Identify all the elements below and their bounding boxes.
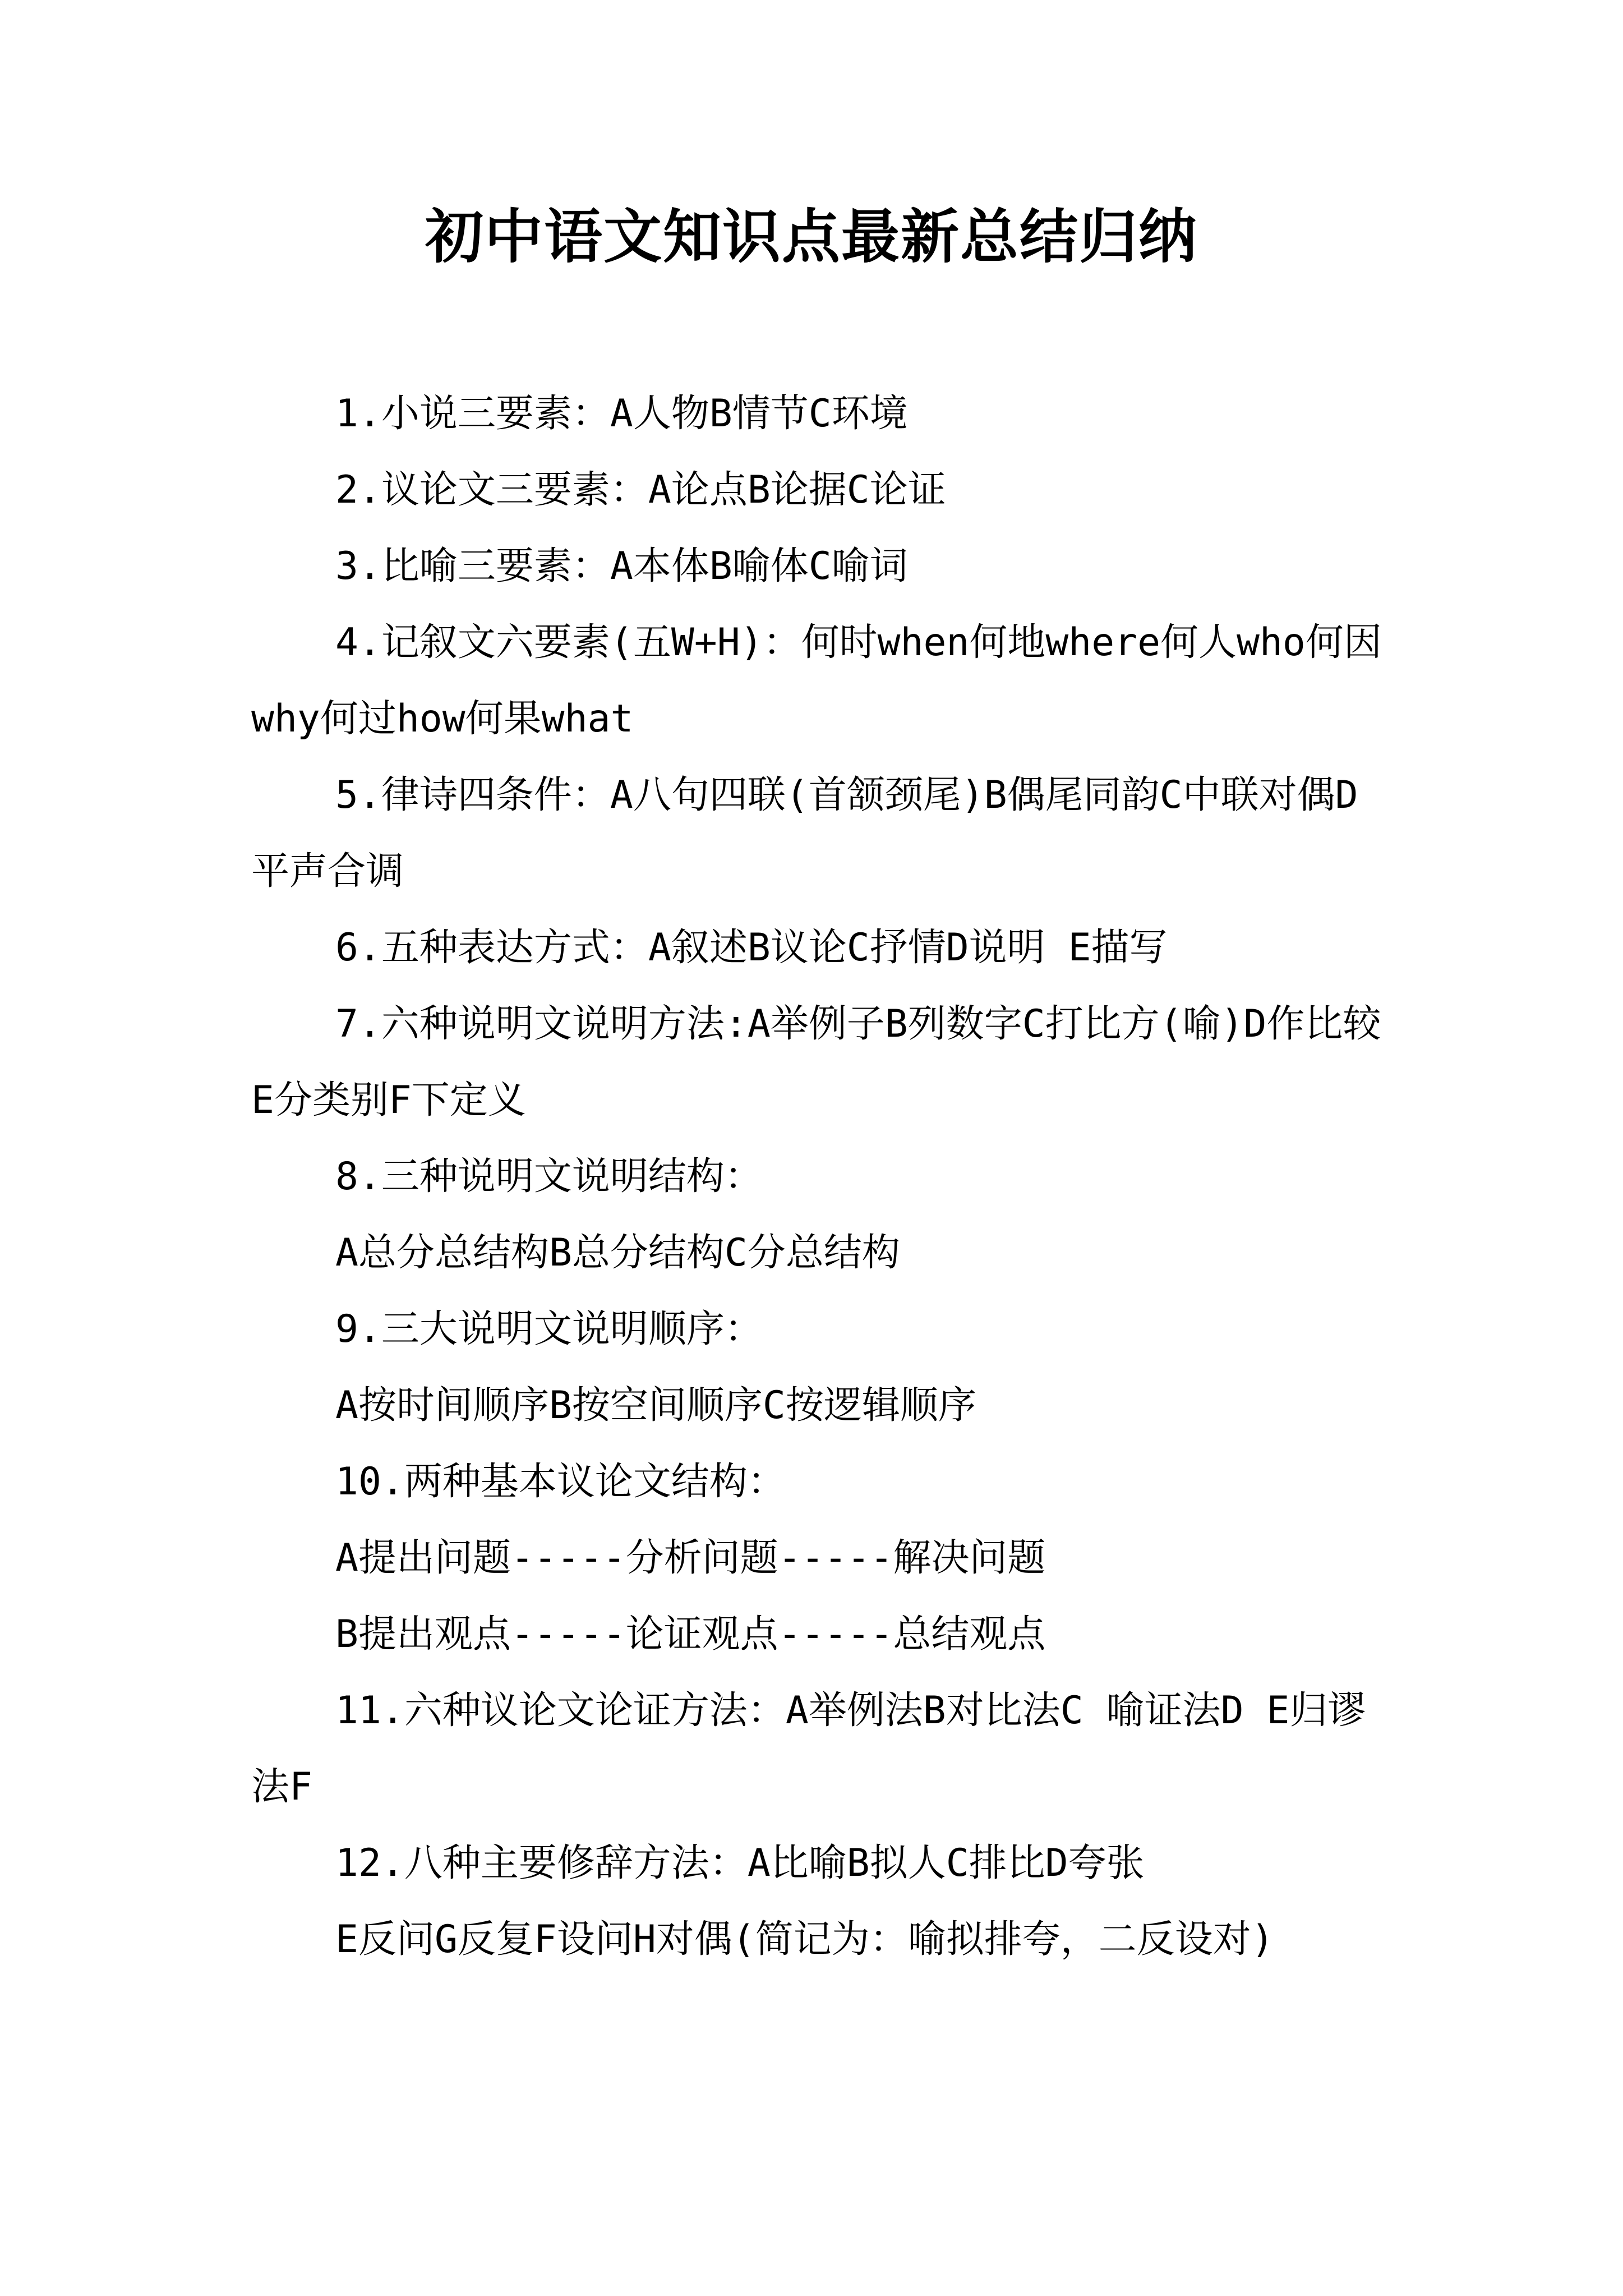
text-line: 2.议论文三要素：A论点B论据C论证 — [335, 468, 946, 512]
text-line: E反问G反复F设问H对偶(简记为：喻拟排夸，二反设对) — [335, 1917, 1274, 1962]
text-line: 1.小说三要素：A人物B情节C环境 — [335, 392, 908, 436]
text-line: A提出问题-----分析问题-----解决问题 — [335, 1536, 1046, 1580]
document-title: 初中语文知识点最新总结归纳 — [425, 202, 1198, 271]
text-line: 5.律诗四条件：A八句四联(首颔颈尾)B偶尾同韵C中联对偶D平声合调 — [251, 773, 1358, 894]
text-line: 7.六种说明文说明方法:A举例子B列数字C打比方(喻)D作比较E分类别F下定义 — [251, 1002, 1381, 1122]
text-line: 10.两种基本议论文结构： — [335, 1460, 786, 1504]
text-line: B提出观点-----论证观点-----总结观点 — [335, 1612, 1046, 1657]
text-line: 8.三种说明文说明结构： — [335, 1154, 763, 1199]
text-line: 6.五种表达方式：A叙述B议论C抒情D说明 E描写 — [335, 926, 1168, 970]
text-line: A按时间顺序B按空间顺序C按逻辑顺序 — [335, 1383, 976, 1428]
text-line: 9.三大说明文说明顺序： — [335, 1307, 763, 1351]
text-line: 4.记叙文六要素(五W+H)：何时when何地where何人who何因why何过how何果what — [251, 620, 1382, 741]
document-body — [251, 376, 1390, 1978]
text-line: 3.比喻三要素：A本体B喻体C喻词 — [335, 544, 908, 588]
text-line: 11.六种议论文论证方法：A举例法B对比法C 喻证法D E归谬法F — [251, 1688, 1366, 1809]
text-line: 12.八种主要修辞方法：A比喻B拟人C排比D夸张 — [335, 1841, 1145, 1885]
text-line: A总分总结构B总分结构C分总结构 — [335, 1231, 900, 1275]
